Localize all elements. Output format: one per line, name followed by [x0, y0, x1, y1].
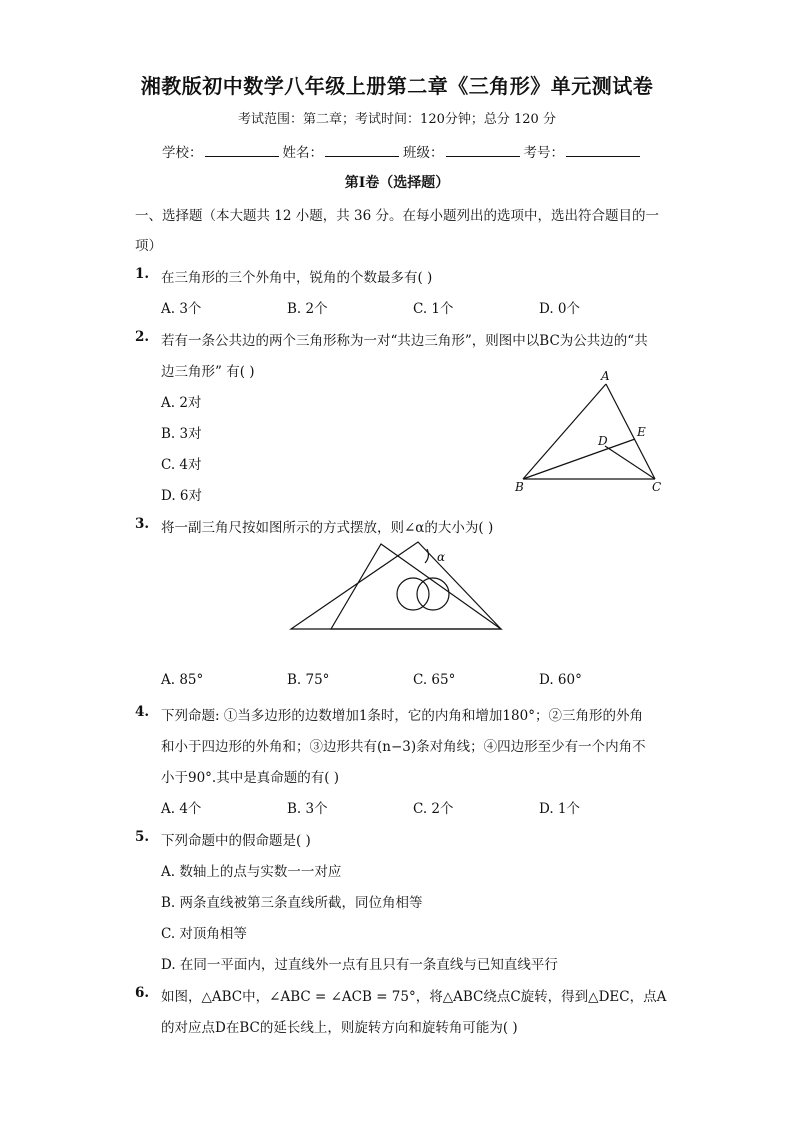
question-6-text-cont: 的对应点D在BC的延长线上，则旋转方向和旋转角可能为( ) — [161, 1020, 518, 1036]
section-heading-cont: 项） — [135, 238, 162, 254]
info-school-label: 学校： — [162, 145, 203, 161]
q3-option-a: A. 85° — [161, 672, 204, 688]
q5-option-c: C. 对顶角相等 — [161, 926, 247, 942]
question-number: 5. — [135, 829, 150, 845]
q4-option-a: A. 4个 — [161, 801, 202, 817]
question-number: 3. — [135, 516, 150, 532]
q2-option-a: A. 2对 — [161, 395, 202, 411]
segment-ac — [606, 384, 655, 479]
q3-option-d: D. 60° — [539, 672, 582, 688]
q4-option-c: C. 2个 — [413, 801, 454, 817]
q5-option-d: D. 在同一平面内，过直线外一点有且只有一条直线与已知直线平行 — [161, 957, 558, 973]
question-3-text: 将一副三角尺按如图所示的方式摆放，则∠α的大小为( ) — [161, 520, 494, 536]
section-heading: 一、选择题（本大题共 12 小题，共 36 分。在每小题列出的选项中，选出符合题目的一 — [135, 208, 660, 224]
label-a: A — [601, 369, 610, 383]
set-squares-figure-q3 — [285, 538, 510, 638]
name-blank — [325, 144, 399, 157]
segment-cd — [605, 446, 655, 479]
triangle-figure-q2 — [505, 366, 675, 496]
circle-left — [397, 578, 429, 610]
q3-option-b: B. 75° — [287, 672, 330, 688]
volume-heading: 第I卷（选择题） — [344, 175, 450, 191]
question-number: 2. — [135, 329, 150, 345]
exam-subtitle: 考试范围：第二章；考试时间：120分钟；总分 120 分 — [238, 112, 556, 127]
set-square-2 — [331, 544, 501, 629]
info-class-label: 班级： — [403, 145, 444, 161]
question-4-text: 下列命题: ①当多边形的边数增加1条时，它的内角和增加180°；②三角形的外角 — [161, 708, 643, 724]
q5-option-b: B. 两条直线被第三条直线所截，同位角相等 — [161, 895, 423, 911]
label-c: C — [652, 480, 662, 494]
info-number-label: 考号： — [523, 145, 564, 161]
class-blank — [446, 144, 520, 157]
student-info-row — [162, 141, 644, 161]
q4-option-d: D. 1个 — [539, 801, 581, 817]
page-title: 湘教版初中数学八年级上册第二章《三角形》单元测试卷 — [140, 74, 654, 98]
question-2-text-cont: 边三角形” 有( ) — [161, 364, 255, 380]
q1-option-c: C. 1个 — [413, 301, 454, 317]
question-4-text-cont: 和小于四边形的外角和；③边形共有(n−3)条对角线；④四边形至少有一个内角不 — [161, 739, 646, 755]
q2-option-c: C. 4对 — [161, 457, 202, 473]
q5-option-a: A. 数轴上的点与实数一一对应 — [161, 864, 342, 880]
q3-option-c: C. 65° — [413, 672, 456, 688]
question-6-text: 如图，△ABC中，∠ABC = ∠ACB = 75°，将△ABC绕点C旋转，得到△DEC，点A — [161, 989, 667, 1005]
question-2-text: 若有一条公共边的两个三角形称为一对“共边三角形”，则图中以BC为公共边的“共 — [161, 333, 648, 349]
q1-option-b: B. 2个 — [287, 301, 328, 317]
q2-option-b: B. 3对 — [161, 426, 202, 442]
question-number: 1. — [135, 266, 150, 282]
circle-right — [417, 578, 449, 610]
info-name-label: 姓名： — [282, 145, 323, 161]
label-b: B — [515, 480, 524, 494]
number-blank — [566, 144, 640, 157]
q1-option-d: D. 0个 — [539, 301, 581, 317]
question-number: 4. — [135, 704, 150, 720]
q2-option-d: D. 6对 — [161, 488, 203, 504]
question-1-text: 在三角形的三个外角中，锐角的个数最多有( ) — [161, 270, 433, 286]
question-5-text: 下列命题中的假命题是( ) — [161, 833, 311, 849]
label-d: D — [598, 434, 608, 448]
q1-option-a: A. 3个 — [161, 301, 202, 317]
school-blank — [205, 144, 279, 157]
label-alpha: α — [437, 550, 446, 564]
question-number: 6. — [135, 985, 150, 1001]
q4-option-b: B. 3个 — [287, 801, 328, 817]
question-4-text-cont2: 小于90°.其中是真命题的有( ) — [161, 770, 340, 786]
label-e: E — [637, 425, 646, 439]
